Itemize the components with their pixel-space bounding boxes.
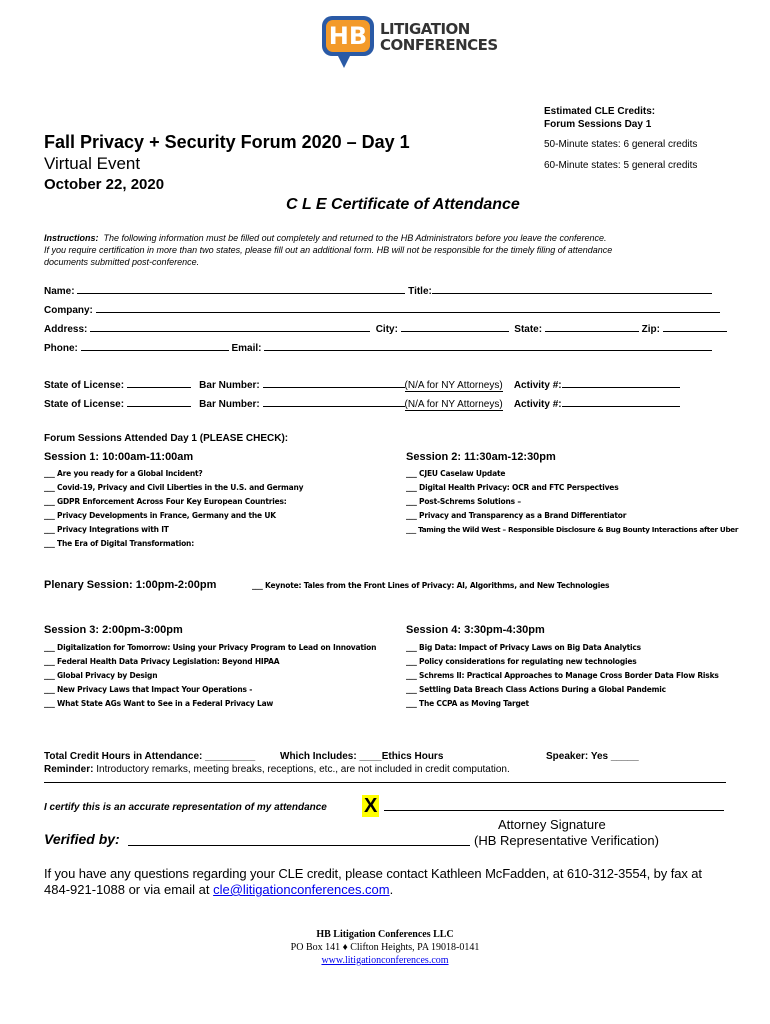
session-4-item[interactable]: ___ Big Data: Impact of Privacy Laws on Big Data Analytics xyxy=(406,643,641,652)
session-1-item[interactable]: ___ Privacy Developments in France, Germany and the UK xyxy=(44,511,276,520)
session-2-item[interactable]: ___ Digital Health Privacy: OCR and FTC Perspectives xyxy=(406,483,619,492)
activity-label: Activity #: xyxy=(513,399,562,410)
session-3-item[interactable]: ___ What State AGs Want to See in a Federal Privacy Law xyxy=(44,699,274,708)
plenary-heading: Plenary Session: 1:00pm-2:00pm xyxy=(44,579,217,591)
certificate-title: C L E Certificate of Attendance xyxy=(286,196,520,213)
session-3-item[interactable]: ___ Federal Health Data Privacy Legislation: Beyond HIPAA xyxy=(44,657,280,666)
session-4-item[interactable]: ___ The CCPA as Moving Target xyxy=(406,699,529,708)
name-field[interactable] xyxy=(77,283,405,294)
address-field[interactable] xyxy=(90,321,370,332)
instructions-line-1 xyxy=(44,233,606,243)
contact-line-2 xyxy=(44,882,393,897)
x-mark-label: X xyxy=(364,795,378,817)
zip-field[interactable] xyxy=(663,321,727,332)
phone-label: Phone: xyxy=(44,343,78,354)
footer-website-link[interactable]: www.litigationconferences.com xyxy=(321,955,449,966)
name-label: Name: xyxy=(44,286,75,297)
session-4-item[interactable]: ___ Settling Data Breach Class Actions During a Global Pandemic xyxy=(406,685,666,694)
state-label: State: xyxy=(514,324,543,335)
divider xyxy=(44,782,726,783)
activity-field[interactable] xyxy=(562,377,680,388)
session-1-heading: Session 1: 10:00am-11:00am xyxy=(44,451,194,463)
certify-text: I certify this is an accurate representation of my attendance xyxy=(44,802,327,813)
session-3-item[interactable]: ___ Digitalization for Tomorrow: Using your Privacy Program to Lead on Innovation xyxy=(44,643,377,652)
license-row-2 xyxy=(44,396,680,410)
session-2-item[interactable]: ___ Post-Schrems Solutions – xyxy=(406,497,521,506)
state-license-field[interactable] xyxy=(127,377,191,388)
ethics-hours[interactable]: Which Includes: ____Ethics Hours xyxy=(280,751,444,762)
event-title: Fall Privacy + Security Forum 2020 – Day 1 xyxy=(44,132,410,152)
state-license-field[interactable] xyxy=(127,396,191,407)
instructions-label: Instructions: xyxy=(44,233,99,243)
logo-mark: HB xyxy=(328,22,368,50)
event-subtitle: Virtual Event xyxy=(44,154,141,173)
company-field[interactable] xyxy=(96,302,720,313)
address-label: Address: xyxy=(44,324,88,335)
session-3-item[interactable]: ___ Global Privacy by Design xyxy=(44,671,158,680)
name-row xyxy=(44,283,712,297)
hb-verification-label: (HB Representative Verification) xyxy=(474,833,659,848)
session-3-heading: Session 3: 2:00pm-3:00pm xyxy=(44,624,183,636)
contact-line-1: If you have any questions regarding your CLE credit, please contact Kathleen McFadden, at 610-312-3554, by fax at xyxy=(44,866,702,881)
footer-org: HB Litigation Conferences LLC xyxy=(316,929,454,940)
contact-email-link[interactable]: cle@litigationconferences.com xyxy=(213,882,390,897)
session-1-item[interactable]: ___ GDPR Enforcement Across Four Key European Countries: xyxy=(44,497,287,506)
session-1-item[interactable]: ___ Are you ready for a Global Incident? xyxy=(44,469,203,478)
activity-label: Activity #: xyxy=(513,380,562,391)
logo-tail-icon xyxy=(336,52,352,68)
session-4-item[interactable]: ___ Policy considerations for regulating new technologies xyxy=(406,657,637,666)
reminder-label: Reminder: xyxy=(44,764,94,775)
footer-address: PO Box 141 ♦ Clifton Heights, PA 19018-0141 xyxy=(290,942,480,953)
instructions-text-1: The following information must be filled out completely and returned to the HB Administrators before you leave the conference. xyxy=(103,233,607,243)
state-license-label: State of License: xyxy=(44,380,125,391)
zip-label: Zip: xyxy=(641,324,660,335)
session-1-item[interactable]: ___ Privacy Integrations with IT xyxy=(44,525,169,534)
session-2-heading: Session 2: 11:30am-12:30pm xyxy=(406,451,556,463)
logo-line-1: LITIGATION xyxy=(380,20,470,38)
state-license-label: State of License: xyxy=(44,399,125,410)
ny-note: (N/A for NY Attorneys) xyxy=(404,380,503,391)
state-field[interactable] xyxy=(545,321,639,332)
reminder-text: Introductory remarks, meeting breaks, receptions, etc., are not included in credit computation. xyxy=(96,764,510,775)
license-row-1 xyxy=(44,377,680,391)
logo-line-2: CONFERENCES xyxy=(380,36,498,54)
phone-field[interactable] xyxy=(81,340,229,351)
event-date: October 22, 2020 xyxy=(44,176,165,193)
company-row xyxy=(44,302,720,316)
email-field[interactable] xyxy=(264,340,712,351)
plenary-item[interactable]: ___ Keynote: Tales from the Front Lines of Privacy: AI, Algorithms, and New Technologies xyxy=(252,581,610,590)
contact-line-2-suffix: . xyxy=(389,882,394,897)
session-1-item[interactable]: ___ Covid-19, Privacy and Civil Liberties in the U.S. and Germany xyxy=(44,483,304,492)
activity-field[interactable] xyxy=(562,396,680,407)
credits-heading-2: Forum Sessions Day 1 xyxy=(544,119,652,130)
session-4-item[interactable]: ___ Schrems II: Practical Approaches to Manage Cross Border Data Flow Risks xyxy=(406,671,719,680)
contact-line-2-prefix: 484-921-1088 or via email at xyxy=(44,882,214,897)
session-2-item[interactable]: ___ Privacy and Transparency as a Brand Differentiator xyxy=(406,511,627,520)
speaker-field[interactable]: Speaker: Yes _____ xyxy=(546,751,639,762)
bar-number-field[interactable] xyxy=(263,396,405,407)
ny-note: (N/A for NY Attorneys) xyxy=(404,399,503,410)
company-label: Company: xyxy=(44,305,93,316)
attorney-signature-label: Attorney Signature xyxy=(498,817,606,832)
session-2-item[interactable]: ___ CJEU Caselaw Update xyxy=(406,469,506,478)
reminder xyxy=(44,764,510,775)
city-field[interactable] xyxy=(401,321,509,332)
credits-line-2: 60-Minute states: 5 general credits xyxy=(544,160,698,171)
x-mark xyxy=(362,797,379,817)
instructions-line-3: documents submitted post-conference. xyxy=(44,257,200,267)
phone-row xyxy=(44,340,712,354)
bar-number-label: Bar Number: xyxy=(199,399,260,410)
title-field[interactable] xyxy=(432,283,712,294)
total-credit-hours[interactable]: Total Credit Hours in Attendance: _________ xyxy=(44,751,256,762)
verified-by-label: Verified by: xyxy=(44,831,120,847)
title-label: Title: xyxy=(408,286,432,297)
footer-website xyxy=(0,955,770,966)
session-3-item[interactable]: ___ New Privacy Laws that Impact Your Operations - xyxy=(44,685,253,694)
verified-by-line[interactable] xyxy=(128,845,470,846)
session-2-item[interactable]: ___ Taming the Wild West – Responsible Disclosure & Bug Bounty Interactions after Uber xyxy=(406,525,739,534)
email-label: Email: xyxy=(231,343,262,354)
address-row xyxy=(44,321,727,335)
instructions-line-2: If you require certification in more than two states, please fill out an additional form. HB will not be responsible for the timely filing of attendance xyxy=(44,245,613,255)
bar-number-label: Bar Number: xyxy=(199,380,260,391)
session-4-heading: Session 4: 3:30pm-4:30pm xyxy=(406,624,545,636)
credits-line-1: 50-Minute states: 6 general credits xyxy=(544,139,698,150)
credits-heading-1: Estimated CLE Credits: xyxy=(544,106,656,117)
session-1-item[interactable]: ___ The Era of Digital Transformation: xyxy=(44,539,194,548)
city-label: City: xyxy=(375,324,398,335)
forum-heading: Forum Sessions Attended Day 1 (PLEASE CHECK): xyxy=(44,433,289,444)
attorney-signature-line[interactable] xyxy=(384,810,724,811)
bar-number-field[interactable] xyxy=(263,377,405,388)
